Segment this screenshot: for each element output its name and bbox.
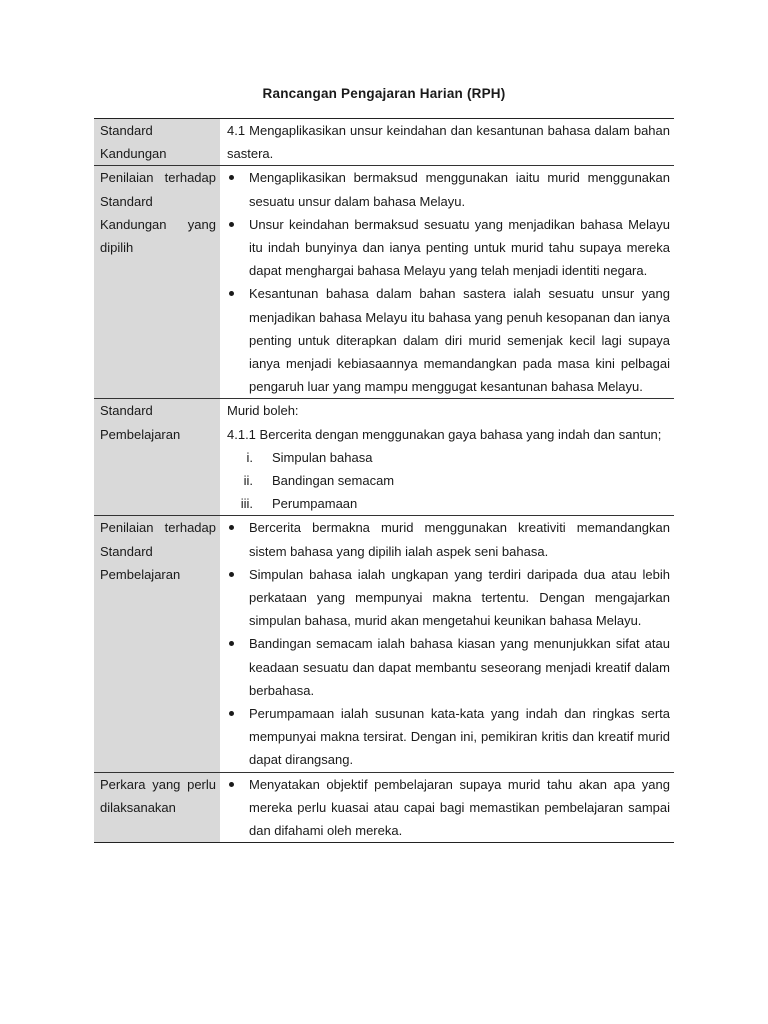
bullet-icon (229, 525, 234, 530)
bullet-icon (229, 641, 234, 646)
row-label: Penilaian terhadap Standard Kandungan yang dipilih (94, 166, 220, 399)
bullet-icon (229, 175, 234, 180)
row-label: Standard Kandungan (94, 119, 220, 166)
list-item: Mengaplikasikan bermaksud menggunakan iaitu murid menggunakan sesuatu unsur dalam bahasa Melayu. (227, 166, 670, 212)
list-item: i. Simpulan bahasa (246, 449, 373, 465)
bullet-icon (229, 572, 234, 577)
table-row-standard-pembelajaran (94, 399, 674, 516)
row-content: 4.1 Mengaplikasikan unsur keindahan dan kesantunan bahasa dalam bahan sastera. (227, 123, 670, 162)
list-item: ii. Bandingan semacam (243, 473, 395, 489)
list-item: Bandingan semacam ialah bahasa kiasan yang menunjukkan sifat atau keadaan sesuatu dan dapat membantu seseorang menjadi kreatif dalam berbahasa. (227, 632, 670, 702)
table-row-penilaian-pembelajaran (94, 516, 674, 772)
list-item: Perumpamaan ialah susunan kata-kata yang indah dan ringkas serta mempunyai makna tersirat. Dengan ini, pemikiran kritis dan kreatif murid dapat dirangsang. (227, 702, 670, 772)
bullet-icon (229, 711, 234, 716)
list-item: Kesantunan bahasa dalam bahan sastera ialah sesuatu unsur yang menjadikan bahasa Melayu itu bahasa yang penuh kesopanan dan ianya penting untuk diterapkan dalam diri murid semenjak kecil lagi supaya ianya menjadi kebiasaannya memandangkan pada masa kini pelbagai pengaruh luar yang mampu menggugat kesantunan bahasa Melayu. (227, 282, 670, 398)
list-item: Bercerita bermakna murid menggunakan kreativiti memandangkan sistem bahasa yang dipilih ialah aspek seni bahasa. (227, 516, 670, 562)
bullet-icon (229, 782, 234, 787)
row-content (220, 516, 674, 772)
list-item: Unsur keindahan bermaksud sesuatu yang menjadikan bahasa Melayu itu indah bunyinya dan ianya penting untuk murid tahu supaya mereka dapat menghargai bahasa Melayu yang telah menjadi identiti negara. (227, 213, 670, 283)
row-content (220, 399, 674, 516)
row-content (220, 772, 674, 843)
row-content (220, 166, 674, 399)
table-row-standard-kandungan (94, 119, 674, 166)
document-title: Rancangan Pengajaran Harian (RPH) (262, 86, 506, 101)
objective-text: 4.1.1 Bercerita dengan menggunakan gaya bahasa yang indah dan santun; (227, 426, 662, 442)
row-label: Standard Pembelajaran (94, 399, 220, 516)
bullet-icon (229, 291, 234, 296)
row-label: Perkara yang perlu dilaksanakan (94, 772, 220, 843)
table-row-penilaian-kandungan (94, 166, 674, 399)
row-label: Penilaian terhadap Standard Pembelajaran (94, 516, 220, 772)
rph-table (94, 118, 674, 843)
table-row-perkara (94, 772, 674, 843)
list-item: Menyatakan objektif pembelajaran supaya murid tahu akan apa yang mereka perlu kuasai atau capai bagi memastikan pembelajaran sampai dan difahami oleh mereka. (227, 773, 670, 843)
list-item: Simpulan bahasa ialah ungkapan yang terdiri daripada dua atau lebih perkataan yang mempunyai makna tertentu. Dengan mengajarkan simpulan bahasa, murid akan mengetahui keunikan bahasa Melayu. (227, 563, 670, 633)
bullet-icon (229, 222, 234, 227)
roman-list (227, 446, 670, 516)
list-item: iii. Perumpamaan (240, 496, 358, 512)
intro-text: Murid boleh: (227, 403, 299, 419)
